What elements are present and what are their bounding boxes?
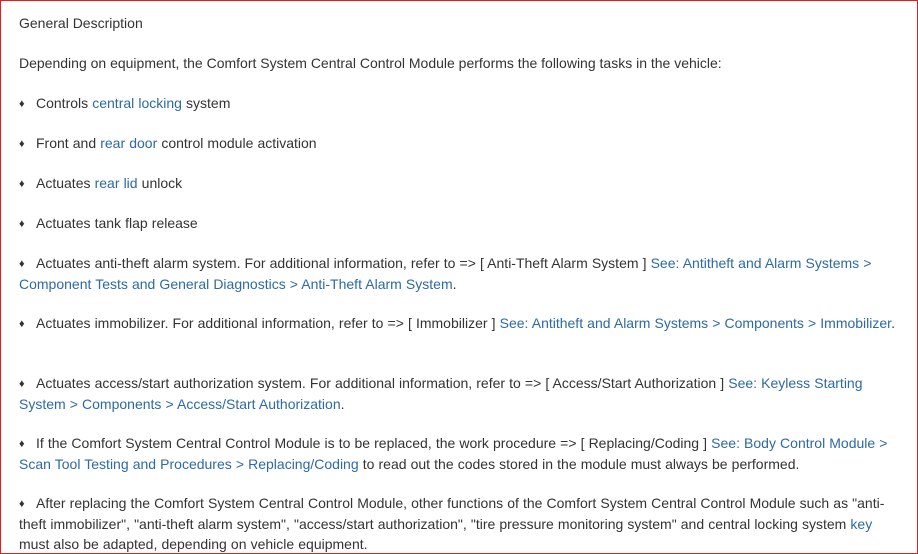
item-text: must also be adapted, depending on vehicle equipment. [19, 536, 368, 552]
list-item [19, 133, 897, 154]
diamond-bullet-icon: ♦ [19, 178, 25, 190]
list-item [19, 253, 897, 294]
item-text: Actuates tank flap release [36, 215, 198, 231]
list-item [19, 93, 897, 114]
list-item [19, 433, 897, 474]
list-item [19, 213, 897, 234]
list-item [19, 373, 897, 414]
item-text: Actuates immobilizer. For additional information, refer to => [ Immobilizer ] [36, 315, 500, 331]
item-text: Front and [36, 135, 101, 151]
diamond-bullet-icon: ♦ [19, 98, 25, 110]
item-text: control module activation [157, 135, 317, 151]
item-text: . [452, 276, 457, 292]
item-text: system [181, 95, 231, 111]
link-immobilizer[interactable]: See: Antitheft and Alarm Systems > Components > Immobilizer [499, 315, 892, 331]
link-replacing-coding[interactable]: See: Body Control Module > Scan Tool Testing and Procedures > Replacing/Coding [19, 435, 888, 472]
item-text: to read out the codes stored in the module must always be performed. [358, 456, 800, 472]
item-text: Controls [36, 95, 93, 111]
link-key[interactable]: key [850, 516, 873, 532]
link-central-locking[interactable]: central locking [92, 95, 182, 111]
list-item [19, 173, 897, 194]
item-text: Actuates anti-theft alarm system. For additional information, refer to => [ Anti-Theft Alarm System ] [36, 255, 651, 271]
item-text: . [340, 396, 345, 412]
diamond-bullet-icon: ♦ [19, 258, 25, 270]
section-heading: General Description [19, 15, 143, 31]
diamond-bullet-icon: ♦ [19, 318, 25, 330]
diamond-bullet-icon: ♦ [19, 138, 25, 150]
diamond-bullet-icon: ♦ [19, 498, 25, 510]
diamond-bullet-icon: ♦ [19, 378, 25, 390]
diamond-bullet-icon: ♦ [19, 218, 25, 230]
item-text: After replacing the Comfort System Central Control Module, other functions of the Comfort System Central Control Module such as "anti-theft immobilizer", "anti-theft alarm system", "access/start authorization", "tire pressure monitoring system" and central locking system [19, 495, 885, 532]
item-text: unlock [137, 175, 183, 191]
diamond-bullet-icon: ♦ [19, 438, 25, 450]
list-item [19, 313, 897, 334]
item-text: If the Comfort System Central Control Module is to be replaced, the work procedure => [ Replacing/Coding ] [36, 435, 712, 451]
link-rear-lid[interactable]: rear lid [94, 175, 138, 191]
item-text: Actuates [36, 175, 95, 191]
list-item [19, 493, 897, 554]
link-rear-door[interactable]: rear door [100, 135, 158, 151]
item-text: . [891, 315, 895, 331]
link-access-start-authorization[interactable]: See: Keyless Starting System > Components > Access/Start Authorization [19, 375, 863, 412]
intro-paragraph: Depending on equipment, the Comfort System Central Control Module performs the following tasks in the vehicle: [19, 55, 722, 71]
link-anti-theft-alarm-system[interactable]: See: Antitheft and Alarm Systems > Component Tests and General Diagnostics > Anti-Theft Alarm System [19, 255, 872, 292]
item-text: Actuates access/start authorization system. For additional information, refer to => [ Access/Start Authorization ] [36, 375, 729, 391]
